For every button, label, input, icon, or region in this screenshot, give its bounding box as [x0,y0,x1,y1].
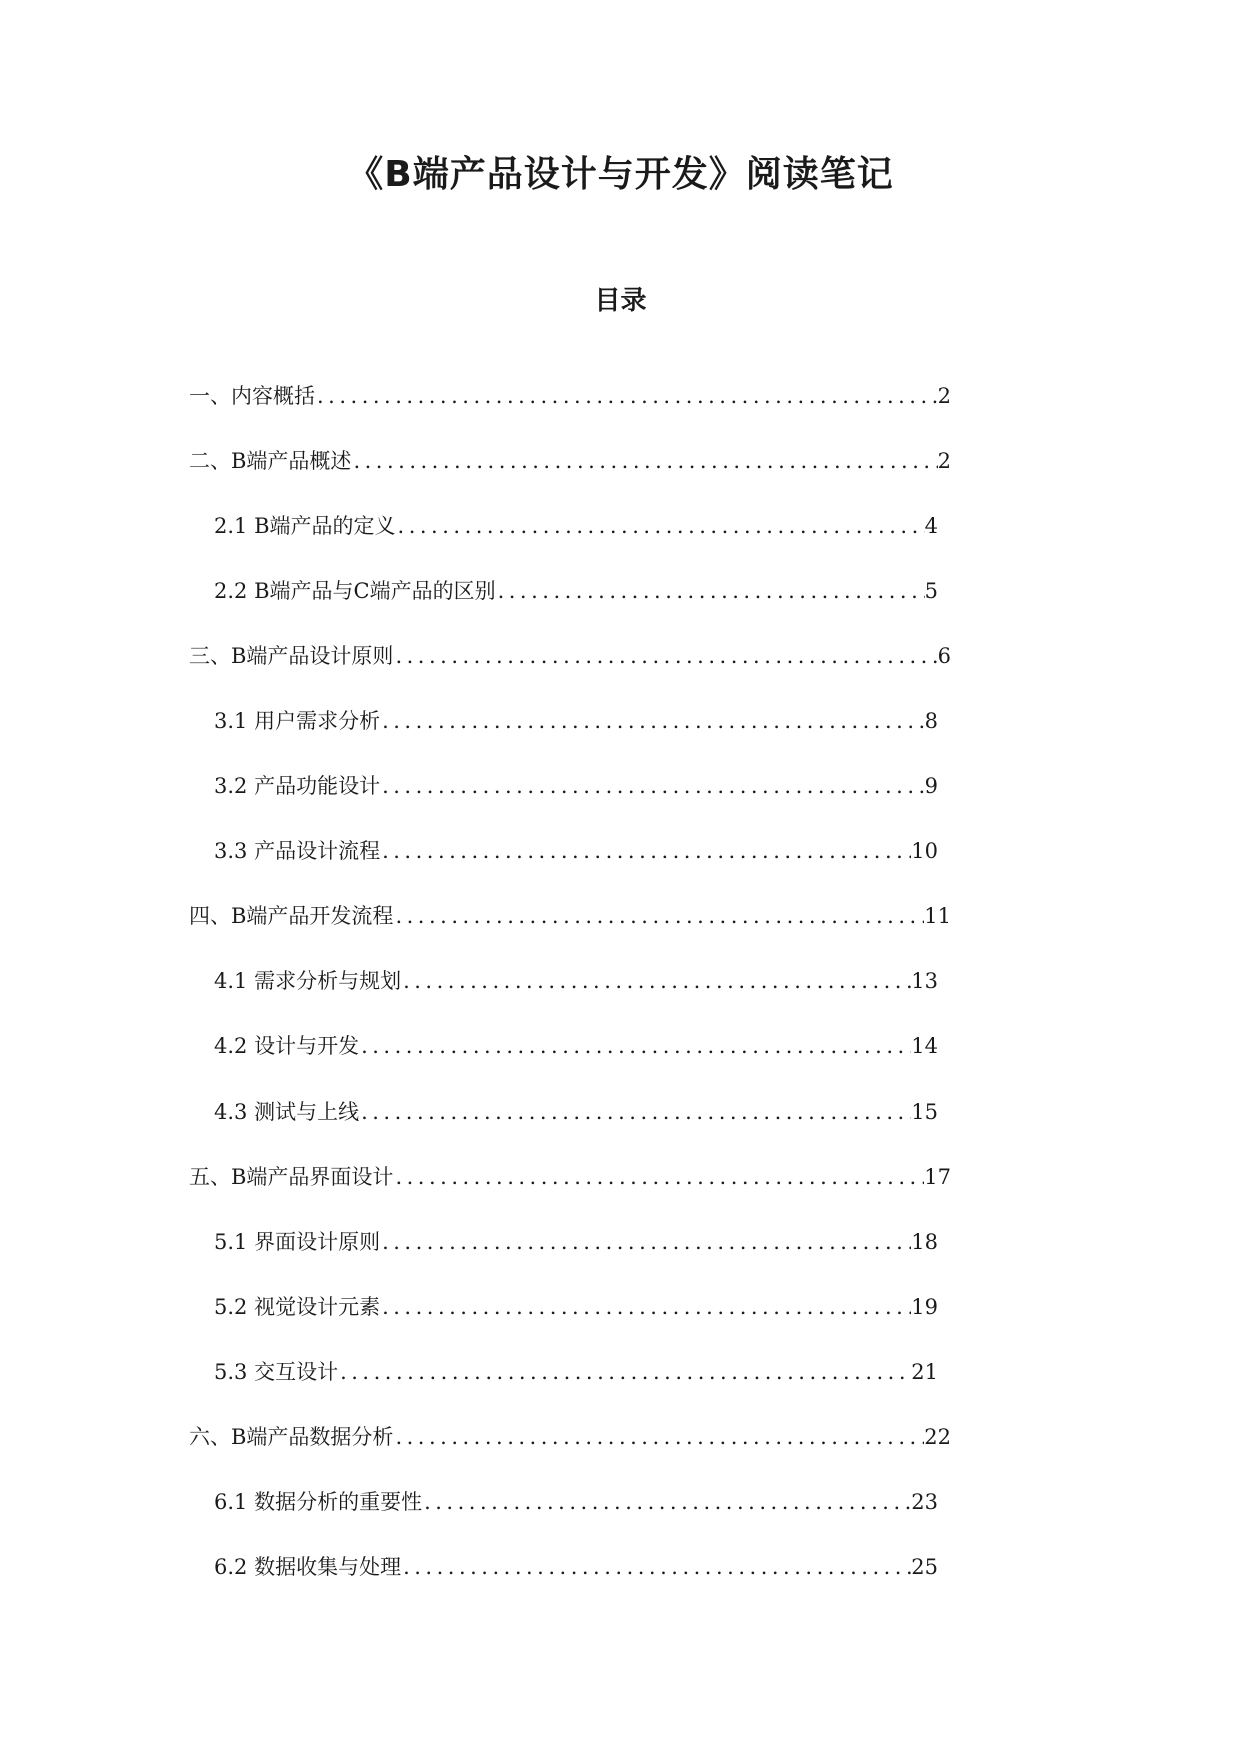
toc-entry[interactable] [0,641,951,706]
toc-heading: 目录 [594,286,647,316]
toc-entry[interactable] [0,706,938,771]
toc-entry-page: 19 [911,1294,938,1319]
toc-entry[interactable] [0,1227,938,1292]
toc-entry-page: 18 [911,1229,938,1254]
table-of-contents [0,381,1241,1617]
document-title: 《B端产品设计与开发》阅读笔记 [347,154,894,195]
toc-entry-page: 14 [911,1034,938,1059]
toc-dot-leader [401,1552,911,1582]
toc-entry-page: 25 [911,1554,938,1579]
toc-entry[interactable] [0,1552,938,1617]
toc-entry-page: 17 [924,1164,951,1189]
toc-entry-label: 4.2 设计与开发 [214,1034,360,1059]
toc-dot-leader [393,1422,924,1452]
toc-entry-page: 2 [937,449,951,474]
toc-entry-label: 2.1 B端产品的定义 [214,514,396,539]
toc-dot-leader [380,706,925,736]
toc-entry-label: 一、内容概括 [189,384,315,408]
toc-entry-page: 21 [911,1359,938,1384]
toc-dot-leader [380,1292,911,1322]
toc-entry-page: 9 [924,774,938,799]
toc-entry-label: 5.1 界面设计原则 [214,1229,381,1254]
toc-entry-label: 5.3 交互设计 [214,1359,339,1384]
toc-dot-leader [338,1357,911,1387]
toc-entry[interactable] [0,836,938,901]
toc-entry[interactable] [0,511,938,576]
toc-entry[interactable] [0,1031,938,1096]
toc-dot-leader [393,641,937,671]
toc-entry[interactable] [0,381,951,446]
toc-entry-page: 11 [924,904,951,929]
toc-dot-leader [393,1162,924,1192]
toc-dot-leader [396,511,925,541]
toc-entry-page: 13 [911,969,938,994]
toc-entry-label: 6.1 数据分析的重要性 [214,1489,423,1514]
toc-dot-leader [380,1227,911,1257]
toc-entry[interactable] [0,1292,938,1357]
toc-entry-label: 四、B端产品开发流程 [189,904,394,929]
toc-entry-page: 4 [924,514,938,539]
toc-dot-leader [315,381,938,411]
toc-entry-label: 二、B端产品概述 [189,449,352,474]
toc-entry[interactable] [0,771,938,836]
toc-entry-page: 22 [924,1424,951,1449]
toc-entry-label: 4.3 测试与上线 [214,1099,360,1124]
toc-entry-label: 五、B端产品界面设计 [189,1164,394,1189]
toc-entry[interactable] [0,1487,938,1552]
toc-entry-label: 5.2 视觉设计元素 [214,1294,381,1319]
toc-dot-leader [401,966,911,996]
toc-entry-page: 6 [937,644,951,669]
toc-entry[interactable] [0,1162,951,1227]
toc-entry-label: 3.1 用户需求分析 [214,709,381,734]
toc-entry[interactable] [0,1097,938,1162]
toc-dot-leader [393,901,924,931]
toc-entry-label: 六、B端产品数据分析 [189,1424,394,1449]
toc-entry-label: 3.3 产品设计流程 [214,839,381,864]
toc-entry-page: 15 [911,1099,938,1124]
toc-entry[interactable] [0,901,951,966]
toc-dot-leader [380,771,925,801]
toc-dot-leader [359,1097,911,1127]
toc-entry-label: 3.2 产品功能设计 [214,774,381,799]
toc-entry-label: 4.1 需求分析与规划 [214,969,402,994]
toc-dot-leader [380,836,911,866]
toc-entry-label: 6.2 数据收集与处理 [214,1554,402,1579]
toc-entry-page: 5 [924,579,938,604]
toc-dot-leader [351,446,937,476]
toc-dot-leader [422,1487,911,1517]
toc-entry-page: 8 [924,709,938,734]
toc-entry-page: 23 [911,1489,938,1514]
toc-entry[interactable] [0,576,938,641]
toc-entry-page: 2 [937,384,951,408]
toc-entry[interactable] [0,1357,938,1422]
toc-entry[interactable] [0,1422,951,1487]
toc-dot-leader [496,576,925,606]
toc-dot-leader [359,1031,911,1061]
toc-entry[interactable] [0,966,938,1031]
toc-entry-page: 10 [911,839,938,864]
toc-entry-label: 2.2 B端产品与C端产品的区别 [214,579,496,604]
toc-entry-label: 三、B端产品设计原则 [189,644,394,669]
toc-entry[interactable] [0,446,951,511]
